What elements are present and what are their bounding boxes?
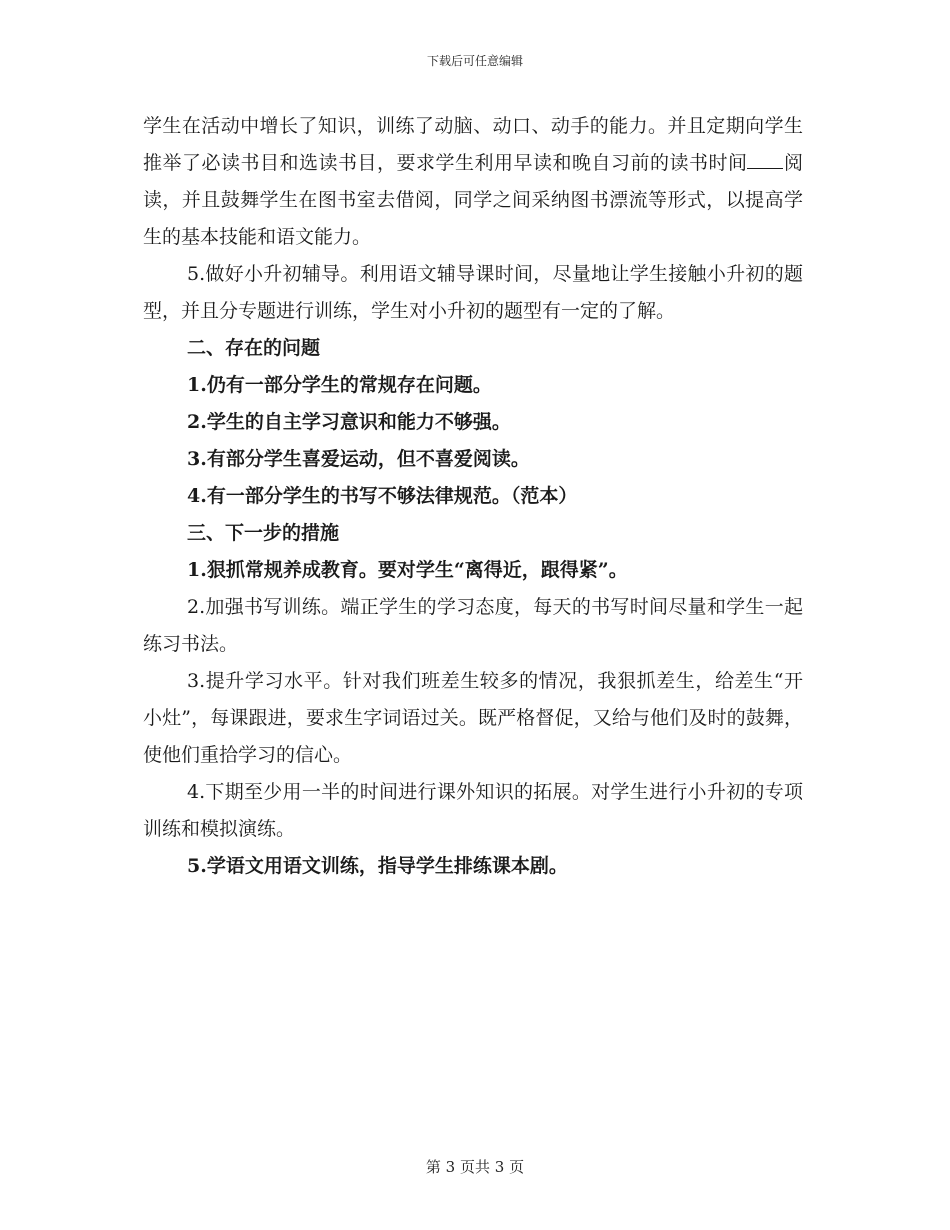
paragraph-exam-guidance: 5.做好小升初辅导。利用语文辅导课时间，尽量地让学生接触小升初的题型，并且分专题进行训练，学生对小升初的题型有一定的了解。	[143, 263, 803, 322]
measure-item-5: 5.学语文用语文训练，指导学生排练课本剧。	[187, 855, 568, 877]
document-body	[143, 108, 803, 885]
measure-item-3: 3.提升学习水平。针对我们班差生较多的情况，我狠抓差生，给差生“开小灶”，每课跟进，要求生字词语过关。既严格督促，又给与他们及时的鼓舞，使他们重拾学习的信心。	[143, 670, 803, 766]
paragraph-reading-activities	[143, 108, 803, 256]
blank-underline	[747, 150, 783, 169]
section-title-measures: 三、下一步的措施	[187, 522, 340, 544]
section-title-problems: 二、存在的问题	[187, 337, 321, 359]
paragraph-text-part-2: 阅读，并且鼓舞学生在图书室去借阅，同学之间采纳图书漂流等形式，以提高学生的基本技能和语文能力。	[143, 152, 803, 248]
paragraph-text-part-1: 学生在活动中增长了知识，训练了动脑、动口、动手的能力。并且定期向学生推举了必读书目和选读书目，要求学生利用早读和晚自习前的读书时间	[143, 115, 803, 174]
measure-item-4: 4.下期至少用一半的时间进行课外知识的拓展。对学生进行小升初的专项训练和模拟演练。	[143, 781, 803, 840]
page-footer: 第 3 页共 3 页	[425, 1158, 525, 1176]
measure-item-1: 1.狠抓常规养成教育。要对学生“离得近，跟得紧”。	[187, 559, 628, 581]
problem-item-1: 1.仍有一部分学生的常规存在问题。	[187, 374, 492, 396]
problem-item-2: 2.学生的自主学习意识和能力不够强。	[187, 411, 511, 433]
measure-item-2: 2.加强书写训练。端正学生的学习态度，每天的书写时间尽量和学生一起练习书法。	[143, 596, 803, 655]
problem-item-4: 4.有一部分学生的书写不够法律规范。（范本）	[187, 485, 578, 507]
page-header: 下载后可任意编辑	[426, 54, 523, 68]
problem-item-3: 3.有部分学生喜爱运动，但不喜爱阅读。	[187, 448, 530, 470]
